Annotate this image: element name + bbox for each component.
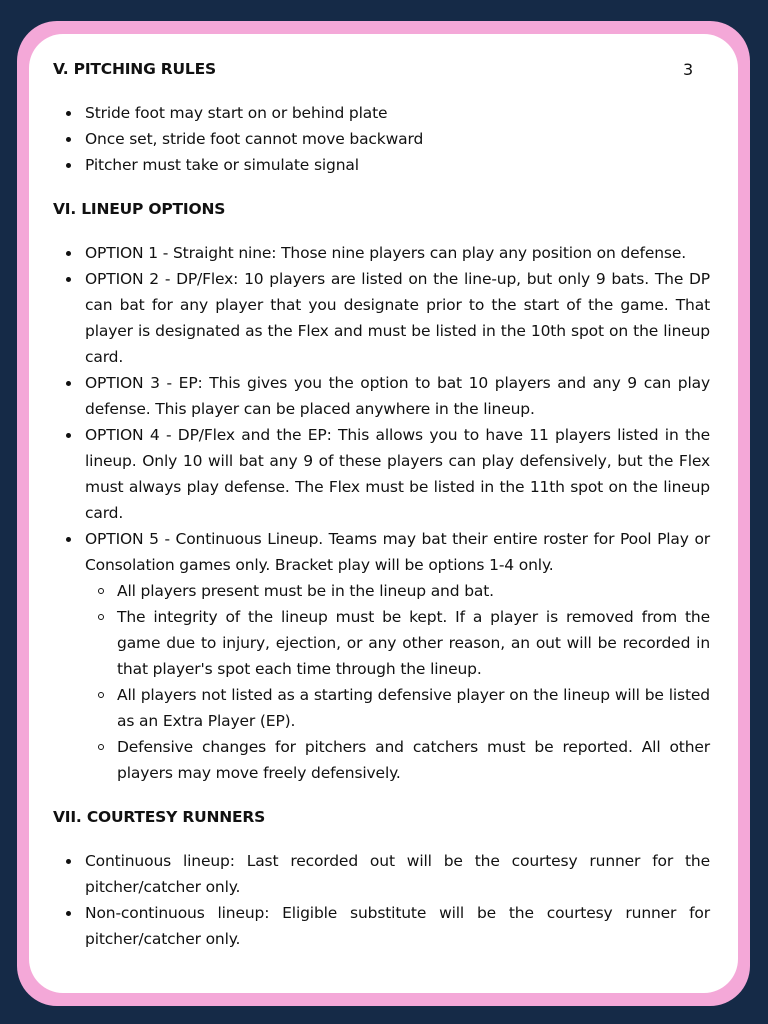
bullet-icon (66, 111, 71, 116)
bullet-icon (66, 163, 71, 168)
list-item: OPTION 2 - DP/Flex: 10 players are listed on the line-up, but only 9 bats. The DP can bat for any player that you designate prior to the start of the game. That player is designated as the Flex and must be listed in the 10th spot on the lineup card. (53, 266, 710, 370)
sub-list-item: All players present must be in the lineup and bat. (85, 578, 710, 604)
list-item: OPTION 1 - Straight nine: Those nine players can play any position on defense. (53, 240, 710, 266)
list-item: Once set, stride foot cannot move backward (53, 126, 710, 152)
sub-list-item: Defensive changes for pitchers and catchers must be reported. All other players may move freely defensively. (85, 734, 710, 786)
hollow-bullet-icon (98, 744, 104, 750)
page-number: 3 (683, 60, 694, 79)
list-item: Stride foot may start on or behind plate (53, 100, 710, 126)
bullet-icon (66, 137, 71, 142)
hollow-bullet-icon (98, 588, 104, 594)
sub-list-item: All players not listed as a starting defensive player on the lineup will be listed as an Extra Player (EP). (85, 682, 710, 734)
bullet-icon (66, 277, 71, 282)
document-content (53, 58, 710, 972)
list-item: Continuous lineup: Last recorded out will be the courtesy runner for the pitcher/catcher only. (53, 848, 710, 900)
list-item: Pitcher must take or simulate signal (53, 152, 710, 178)
list-item: OPTION 3 - EP: This gives you the option to bat 10 players and any 9 can play defense. This player can be placed anywhere in the lineup. (53, 370, 710, 422)
continuous-lineup-sublist (85, 578, 710, 786)
sub-list-item: The integrity of the lineup must be kept. If a player is removed from the game due to injury, ejection, or any other reason, an out will be recorded in that player's spot each time through the lineup. (85, 604, 710, 682)
hollow-bullet-icon (98, 614, 104, 620)
bullet-icon (66, 381, 71, 386)
hollow-bullet-icon (98, 692, 104, 698)
courtesy-runners-list (53, 848, 710, 952)
list-item: Non-continuous lineup: Eligible substitute will be the courtesy runner for pitcher/catcher only. (53, 900, 710, 952)
section-heading-lineup-options: VI. LINEUP OPTIONS (53, 200, 226, 218)
bullet-icon (66, 911, 71, 916)
lineup-options-list (53, 240, 710, 786)
bullet-icon (66, 537, 71, 542)
list-item: OPTION 5 - Continuous Lineup. Teams may bat their entire roster for Pool Play or Consolation games only. Bracket play will be options 1-4 only. All players present must be in the lineup and bat. The integrity of the lineup must be kept. If a player is removed from the game due to injury, ejection, or any other reason, an out will be recorded in that player's spot each time through the lineup. All players not listed as a starting defensive player on the lineup will be listed as an Extra Player (EP). Defensive changes for pitchers and catchers must be reported. All other players may move freely defensively. (53, 526, 710, 786)
pitching-rules-list (53, 100, 710, 178)
section-heading-courtesy-runners: VII. COURTESY RUNNERS (53, 808, 266, 826)
bullet-icon (66, 251, 71, 256)
bullet-icon (66, 433, 71, 438)
list-item: OPTION 4 - DP/Flex and the EP: This allows you to have 11 players listed in the lineup. Only 10 will bat any 9 of these players can play defensively, but the Flex must always play defense. The Flex must be listed in the 11th spot on the lineup card. (53, 422, 710, 526)
bullet-icon (66, 859, 71, 864)
section-heading-pitching-rules: V. PITCHING RULES (53, 60, 216, 78)
